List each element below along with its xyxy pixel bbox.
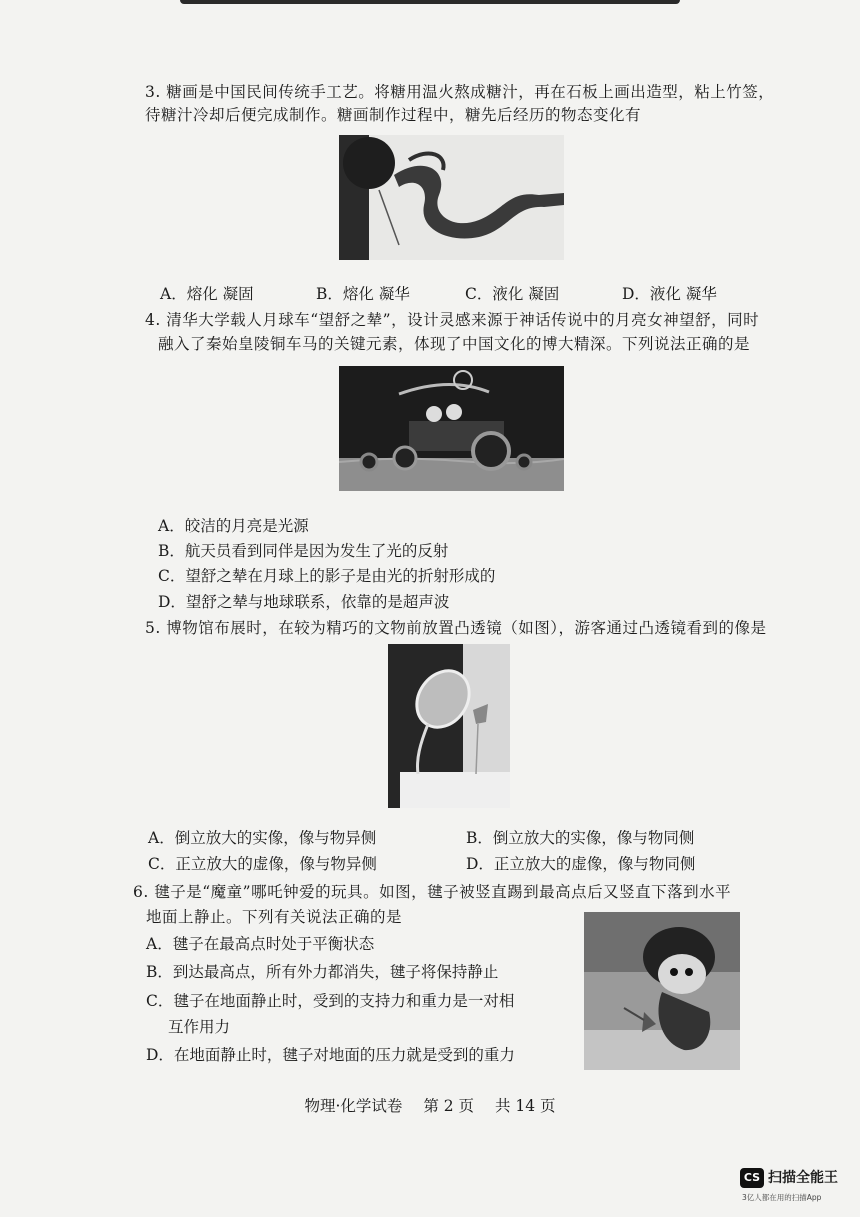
q5-option-c: C．正立放大的虚像，像与物异侧 [148,855,377,873]
camscanner-watermark [740,1166,852,1206]
q3-option-b: B．熔化 凝华 [316,285,410,303]
q4-option-c: C．望舒之辇在月球上的影子是由光的折射形成的 [158,567,496,585]
q6-option-a: A．毽子在最高点时处于平衡状态 [146,935,375,953]
footer-total-pages: 共 14 页 [494,1097,556,1115]
q6-option-b: B．到达最高点，所有外力都消失，毽子将保持静止 [146,963,499,981]
q6-stem-line1: 6. 毽子是“魔童”哪吒钟爱的玩具。如图，毽子被竖直踢到最高点后又竖直下落到水平 [133,883,732,901]
camscanner-name: 扫描全能王 [768,1170,838,1186]
q4-option-b: B．航天员看到同伴是因为发生了光的反射 [158,542,449,560]
footer-subject: 物理·化学试卷 [304,1097,403,1115]
scan-top-edge [180,0,680,4]
q6-stem-line2: 地面上静止。下列有关说法正确的是 [146,908,403,926]
q3-option-d: D．液化 凝华 [622,285,717,303]
convex-lens-photo [388,644,510,808]
lunar-rover-photo [339,366,564,491]
sugar-painting-photo [339,135,564,260]
page-footer [0,1094,860,1116]
camscanner-tagline: 3亿人都在用的扫描App [742,1193,822,1202]
camscanner-logo-icon: CS [740,1168,764,1188]
q5-option-b: B．倒立放大的实像，像与物同侧 [466,829,695,847]
footer-page-number: 第 2 页 [423,1097,475,1115]
q4-stem-line1: 4. 清华大学载人月球车“望舒之辇”，设计灵感来源于神话传说中的月亮女神望舒，同时 [145,311,760,329]
q3-stem-line2: 待糖汁冷却后便完成制作。糖画制作过程中，糖先后经历的物态变化有 [145,106,642,124]
q5-stem-line1: 5. 博物馆布展时，在较为精巧的文物前放置凸透镜（如图），游客通过凸透镜看到的像是 [145,619,767,637]
q3-option-a: A．熔化 凝固 [160,285,254,303]
q5-option-d: D．正立放大的虚像，像与物同侧 [466,855,696,873]
q6-option-c-continued: 互作用力 [168,1018,231,1036]
q6-option-d: D．在地面静止时，毽子对地面的压力就是受到的重力 [146,1046,515,1064]
q4-option-a: A．皎洁的月亮是光源 [158,517,309,535]
q4-stem-line2: 融入了秦始皇陵铜车马的关键元素，体现了中国文化的博大精深。下列说法正确的是 [158,335,751,353]
nezha-shuttlecock-photo [584,912,740,1070]
q5-option-a: A．倒立放大的实像，像与物异侧 [148,829,377,847]
q4-option-d: D．望舒之辇与地球联系，依靠的是超声波 [158,593,450,611]
q3-option-c: C．液化 凝固 [465,285,560,303]
q3-stem-line1: 3. 糖画是中国民间传统手工艺。将糖用温火熬成糖汁，再在石板上画出造型，粘上竹签， [145,83,775,101]
q6-option-c: C．毽子在地面静止时，受到的支持力和重力是一对相 [146,992,515,1010]
